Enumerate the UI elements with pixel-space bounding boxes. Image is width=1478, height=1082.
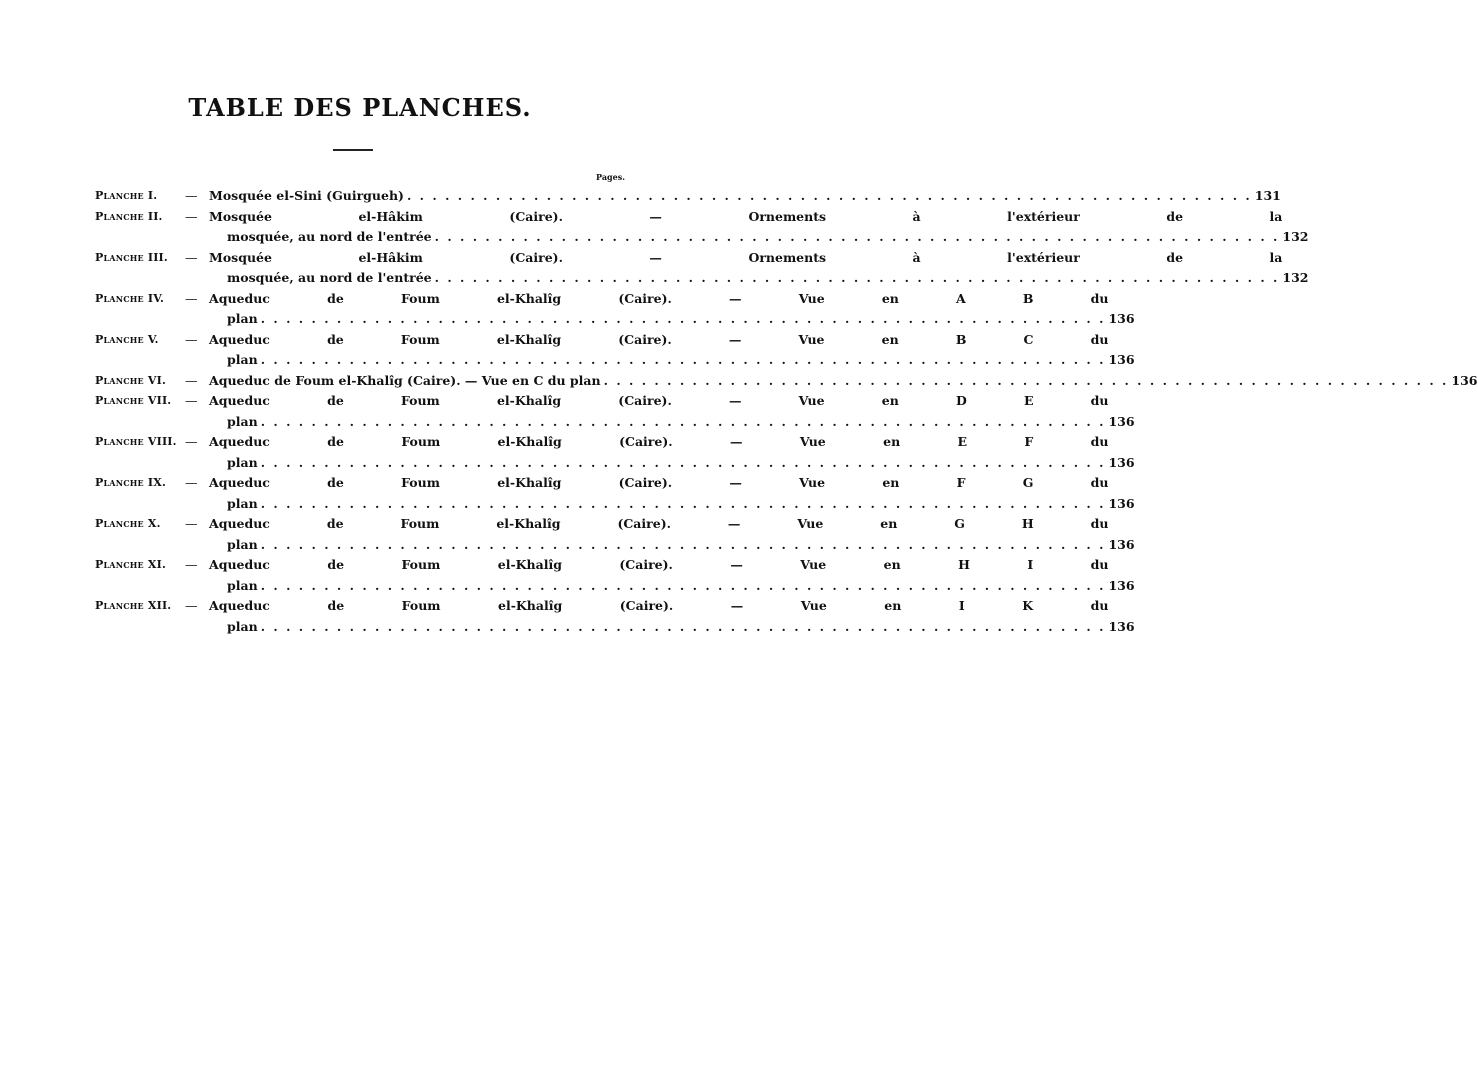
table-row <box>95 371 1478 392</box>
plate-description <box>185 473 1135 514</box>
page-number: 136 <box>1108 536 1135 552</box>
plate-label: Planche VI. <box>95 373 166 387</box>
leader-dots <box>435 268 1280 289</box>
plate-label: Planche V. <box>95 332 159 346</box>
leader-dots <box>261 617 1106 638</box>
plate-label: Planche VIII. <box>95 435 177 448</box>
plate-label: Planche II. <box>95 209 163 223</box>
page-number: 136 <box>1108 352 1135 367</box>
plate-title-line: Aqueduc de Foum el-Khalîg (Caire). — Vue en H I du <box>209 557 1109 572</box>
table-row <box>95 186 1281 207</box>
plate-title-line: Aqueduc de Foum el-Khalîg (Caire). — Vue en C du plan <box>209 372 601 388</box>
table-row <box>95 289 1135 330</box>
plate-label: Planche IX. <box>95 476 166 489</box>
plate-label: Planche III. <box>95 250 168 264</box>
plate-title-continuation: plan <box>227 577 258 593</box>
plate-description <box>185 207 1309 248</box>
plate-title-continuation: plan <box>227 413 258 429</box>
em-dash: — <box>185 557 198 572</box>
em-dash: — <box>185 372 198 388</box>
plate-title-line: Aqueduc de Foum el-Khalîg (Caire). — Vue en B C du <box>209 331 1109 347</box>
page-number: 132 <box>1282 229 1309 244</box>
page-number: 136 <box>1108 577 1135 593</box>
plate-title-line: Mosquée el-Sini (Guirgueh) <box>209 188 404 203</box>
page-number: 136 <box>1108 311 1135 326</box>
leader-dots <box>261 350 1106 371</box>
page-number: 136 <box>1108 495 1135 511</box>
leader-dots <box>261 494 1106 515</box>
plate-description <box>185 514 1135 555</box>
plate-description <box>185 555 1135 596</box>
plate-title-line: Mosquée el-Hâkim (Caire). — Ornements à l'extérieur de la <box>209 208 1283 224</box>
table-row <box>95 555 1135 596</box>
plate-title-continuation: plan <box>227 352 258 367</box>
page-number: 136 <box>1108 413 1135 429</box>
plate-label: Planche I. <box>95 189 158 202</box>
em-dash: — <box>185 331 198 347</box>
em-dash: — <box>185 434 198 449</box>
em-dash: — <box>185 475 198 490</box>
table-row <box>95 330 1135 371</box>
plate-label: Planche XII. <box>95 599 172 612</box>
plate-label: Planche X. <box>95 517 161 530</box>
plate-title-line: Aqueduc de Foum el-Khalîg (Caire). — Vue en G H du <box>209 516 1109 531</box>
page-number: 132 <box>1282 270 1309 285</box>
plate-label: Planche XI. <box>95 558 166 571</box>
em-dash: — <box>185 290 198 306</box>
plate-description <box>185 186 1281 207</box>
em-dash: — <box>185 516 198 531</box>
page-number: 136 <box>1108 454 1135 470</box>
em-dash: — <box>185 188 198 203</box>
leader-dots <box>407 186 1252 207</box>
table-row <box>95 391 1135 432</box>
plate-title-continuation: plan <box>227 618 258 634</box>
em-dash: — <box>185 249 198 265</box>
table-row <box>95 248 1309 289</box>
plate-title-continuation: plan <box>227 495 258 511</box>
plate-description <box>185 432 1135 473</box>
leader-dots <box>604 371 1449 392</box>
page-number: 136 <box>1451 372 1478 388</box>
plate-label: Planche VII. <box>95 394 172 407</box>
plate-description <box>185 330 1135 371</box>
plate-title-line: Aqueduc de Foum el-Khalîg (Caire). — Vue en F G du <box>209 475 1109 490</box>
leader-dots <box>261 535 1106 556</box>
leader-dots <box>261 309 1106 330</box>
plate-title-continuation: plan <box>227 454 258 470</box>
plate-title-continuation: plan <box>227 311 258 326</box>
page-number: 131 <box>1254 188 1281 203</box>
plate-description <box>185 371 1478 392</box>
plate-title-line: Aqueduc de Foum el-Khalîg (Caire). — Vue en A B du <box>209 290 1109 306</box>
plate-title-line: Mosquée el-Hâkim (Caire). — Ornements à l'extérieur de la <box>209 249 1283 265</box>
table-row <box>95 514 1135 555</box>
leader-dots <box>261 576 1106 597</box>
em-dash: — <box>185 393 198 408</box>
table-row <box>95 432 1135 473</box>
plate-title-line: Aqueduc de Foum el-Khalîg (Caire). — Vue en I K du <box>209 598 1109 613</box>
plate-description <box>185 248 1309 289</box>
table-row <box>95 473 1135 514</box>
leader-dots <box>261 412 1106 433</box>
plate-title-continuation: mosquée, au nord de l'entrée <box>227 229 432 244</box>
page-title: TABLE DES PLANCHES. <box>188 93 532 122</box>
plate-description <box>185 596 1135 637</box>
plate-description <box>185 289 1135 330</box>
plate-label: Planche IV. <box>95 291 165 305</box>
plate-title-line: Aqueduc de Foum el-Khalîg (Caire). — Vue en E F du <box>209 434 1109 449</box>
pages-column-label: Pages. <box>596 172 625 182</box>
plates-table <box>95 186 1478 637</box>
title-rule <box>333 149 373 151</box>
leader-dots <box>261 453 1106 474</box>
table-row <box>95 207 1309 248</box>
plate-description <box>185 391 1135 432</box>
plate-title-continuation: mosquée, au nord de l'entrée <box>227 270 432 285</box>
plate-title-line: Aqueduc de Foum el-Khalîg (Caire). — Vue en D E du <box>209 393 1109 408</box>
em-dash: — <box>185 208 198 224</box>
page-number: 136 <box>1108 618 1135 634</box>
leader-dots <box>435 227 1280 248</box>
table-row <box>95 596 1135 637</box>
plate-title-continuation: plan <box>227 536 258 552</box>
em-dash: — <box>185 598 198 613</box>
